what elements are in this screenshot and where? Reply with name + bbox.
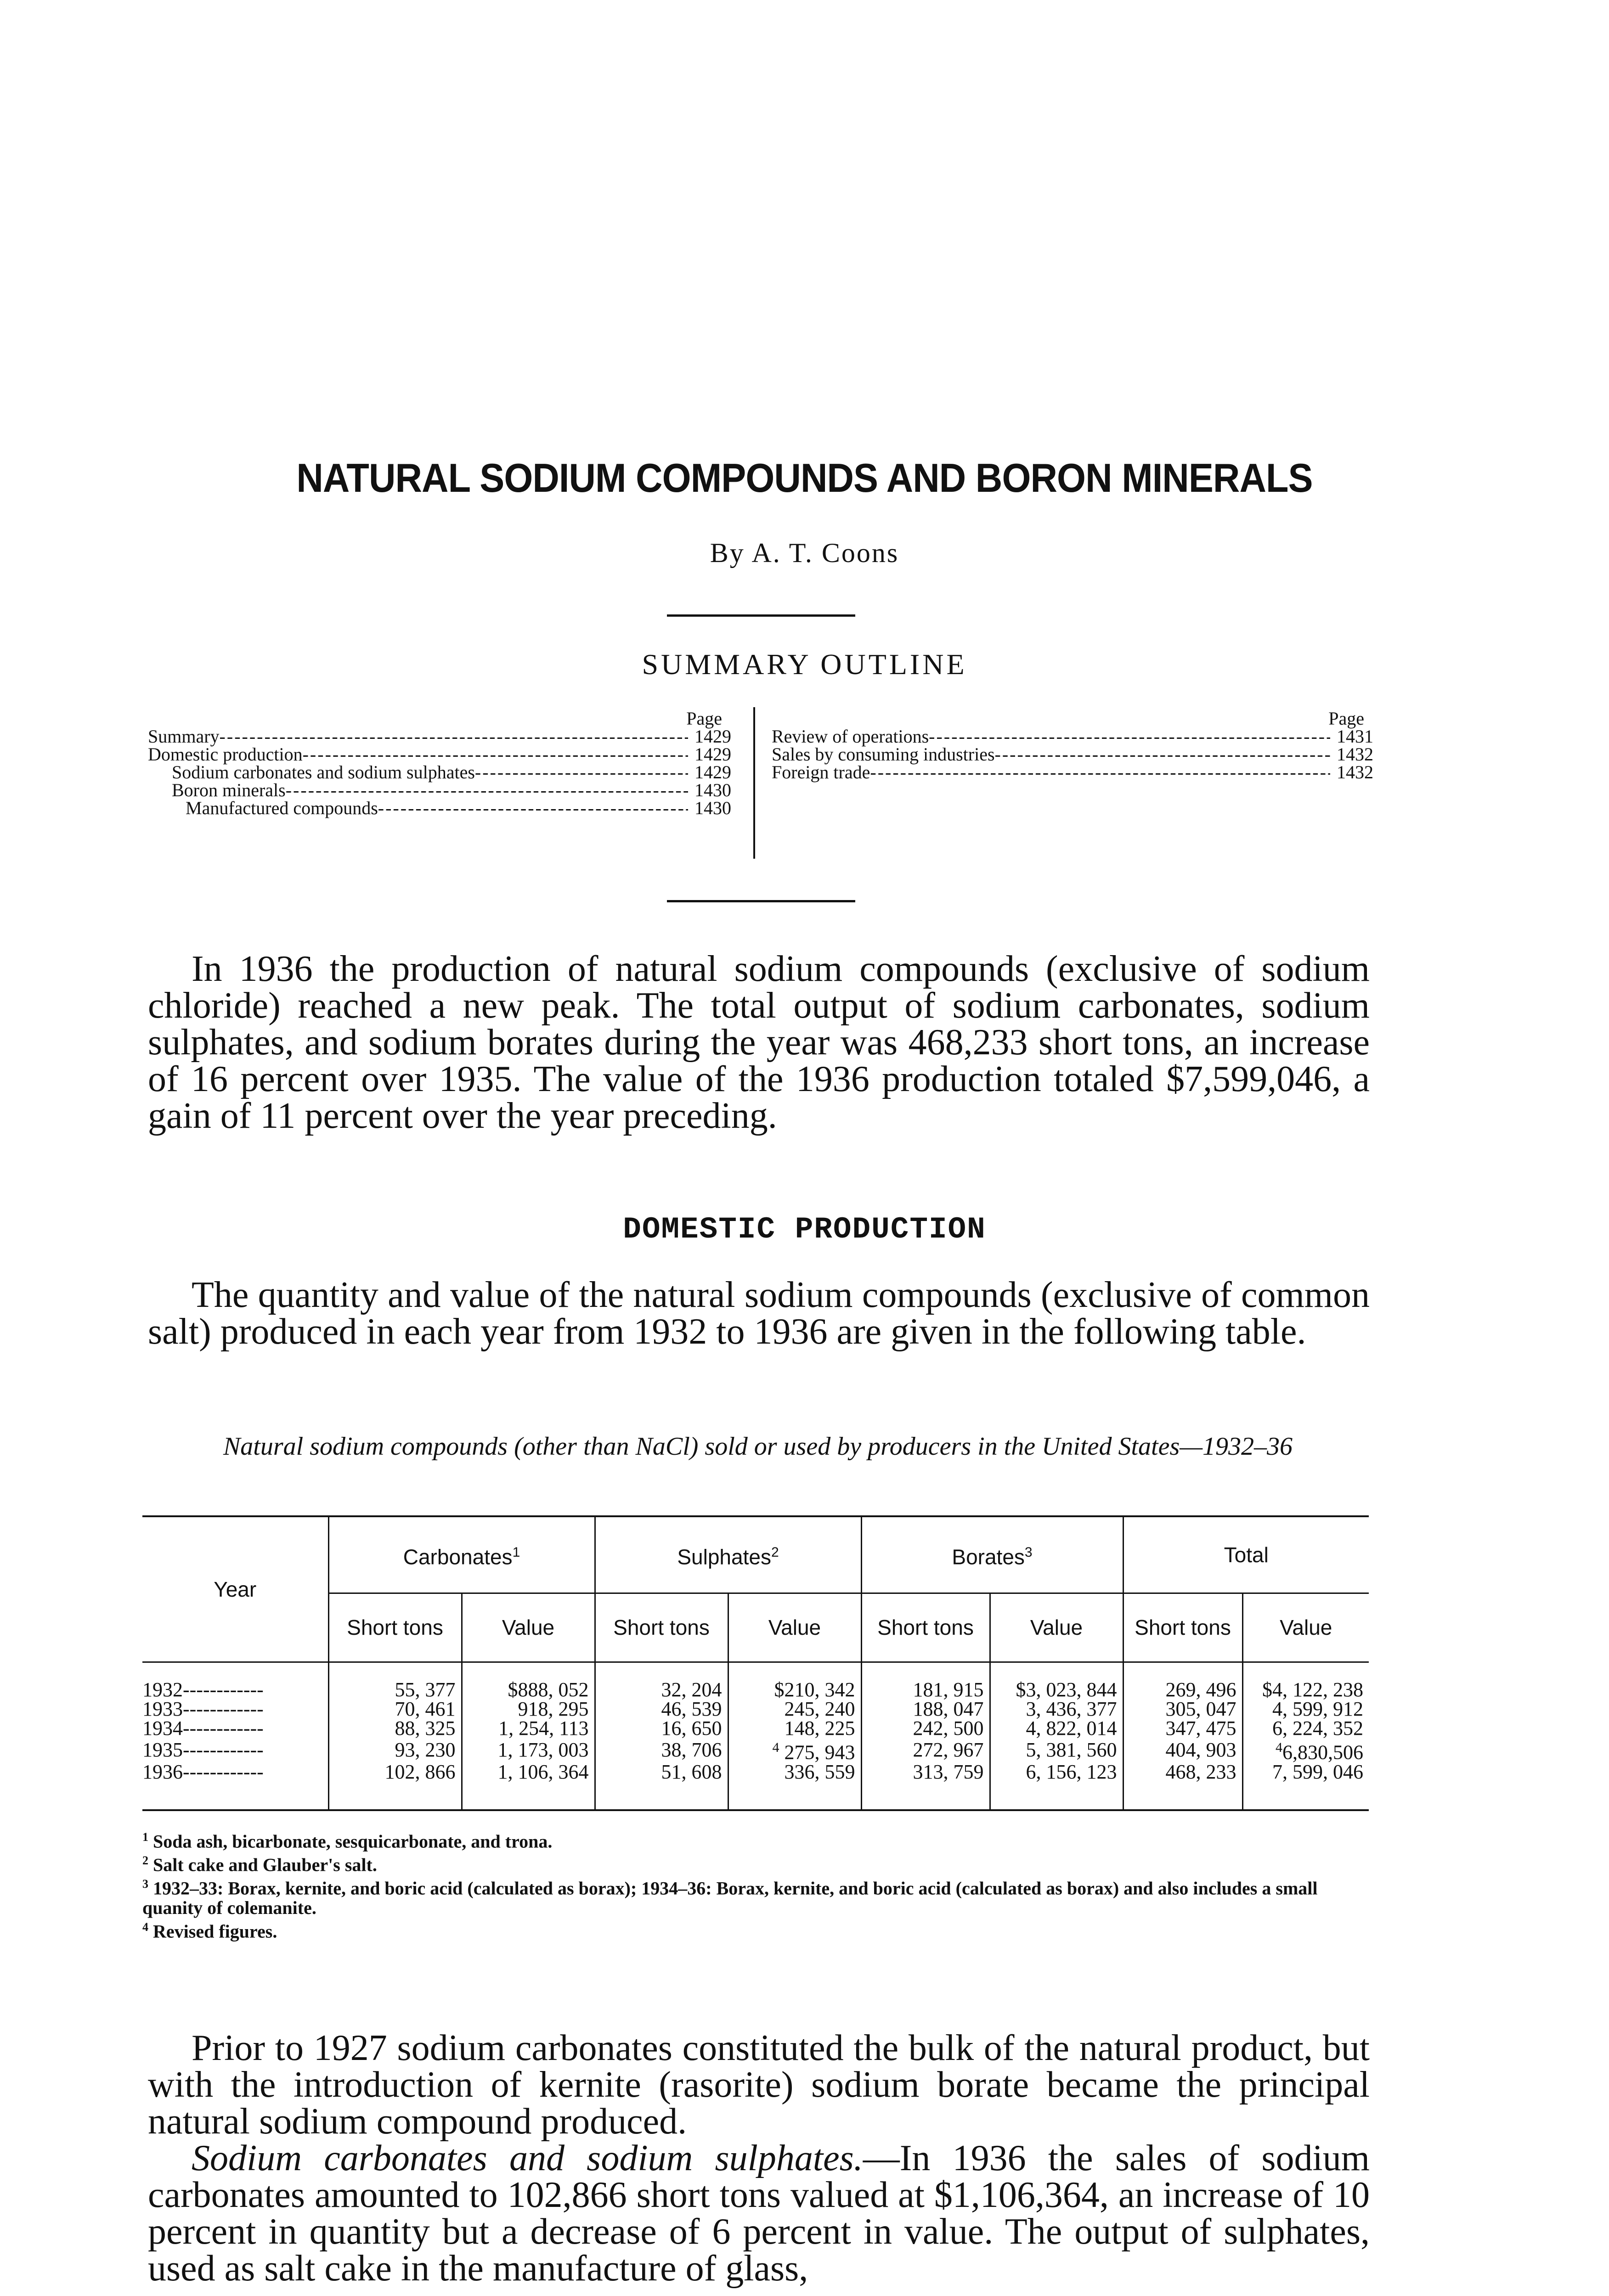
article-title: NATURAL SODIUM COMPOUNDS AND BORON MINERALS — [296, 455, 1313, 501]
author-byline: By A. T. Coons — [710, 538, 899, 568]
cell: 6, 224, 352 — [1242, 1719, 1369, 1738]
outline-page-label: Page — [1328, 708, 1364, 729]
cell: 313, 759 — [861, 1762, 990, 1782]
group-header-borates: Borates$^3$ — [861, 1517, 1123, 1593]
table-bottom-rule — [142, 1809, 1369, 1811]
closing-paragraphs — [148, 2030, 1370, 2287]
cell: $210, 342 — [728, 1680, 861, 1699]
cell: 245, 240 — [728, 1699, 861, 1719]
cell: 55, 377 — [328, 1680, 462, 1699]
row-year: 1932------------ — [142, 1678, 264, 1701]
cell: 32, 204 — [595, 1680, 728, 1699]
intro-paragraph: In 1936 the production of natural sodium compounds (exclusive of sodium chloride) reached a new peak. The total output of sodium carbonates, sodium sulphates, and sodium borates during the year was 468,233 short tons, an increase of 16 percent over 1935. The value of the 1936 production totaled $7,599,046, a gain of 11 percent over the year preceding. — [148, 949, 1370, 1136]
cell: 51, 608 — [595, 1762, 728, 1782]
domestic-paragraph: The quantity and value of the natural sodium compounds (exclusive of common salt) produced in each year from 1932 to 1936 are given in the following table. — [148, 1275, 1370, 1352]
cell: 1, 254, 113 — [462, 1719, 595, 1738]
footnote: $^3$ 1932–33: Borax, kernite, and boric acid (calculated as borax); 1934–36: Borax, kernite, and boric acid (calculated as borax) and also includes a small quanity of colemanite. — [142, 1877, 1318, 1918]
cell: $^4$6,830,506 — [1242, 1738, 1369, 1762]
table-container — [142, 1515, 1369, 1941]
year-header: Year — [214, 1577, 257, 1601]
cell: 16, 650 — [595, 1719, 728, 1738]
cell: 46, 539 — [595, 1699, 728, 1719]
subheader-short-tons: Short tons — [595, 1593, 728, 1662]
cell: 347, 475 — [1123, 1719, 1242, 1738]
cell: $3, 023, 844 — [990, 1680, 1123, 1699]
subheader-short-tons: Short tons — [1123, 1593, 1242, 1662]
outline-item: Boron minerals ----- 1430 — [148, 781, 731, 799]
cell: 38, 706 — [595, 1738, 728, 1762]
divider-top — [667, 614, 855, 617]
cell: 1, 106, 364 — [462, 1762, 595, 1782]
cell: 6, 156, 123 — [990, 1762, 1123, 1782]
group-header-carbonates: Carbonates$^1$ — [328, 1517, 595, 1593]
outline-page-label: Page — [686, 708, 722, 729]
outline-heading: SUMMARY OUTLINE — [642, 648, 967, 681]
cell: 468, 233 — [1123, 1762, 1242, 1782]
table-footnotes — [142, 1828, 1364, 1941]
domestic-paragraph-block — [148, 1277, 1370, 1350]
prior-paragraph: Prior to 1927 sodium carbonates constituted the bulk of the natural product, but with the introduction of kernite (rasorite) sodium borate became the principal natural sodium compound produced. — [148, 2028, 1370, 2142]
divider-bottom — [667, 900, 855, 902]
cell: 93, 230 — [328, 1738, 462, 1762]
table-row — [142, 1699, 1369, 1719]
cell: 269, 496 — [1123, 1680, 1242, 1699]
row-year: 1934------------ — [142, 1717, 264, 1739]
cell: 336, 559 — [728, 1762, 861, 1782]
cell: 88, 325 — [328, 1719, 462, 1738]
row-year: 1936------------ — [142, 1760, 264, 1783]
cell: 181, 915 — [861, 1680, 990, 1699]
cell: $4, 122, 238 — [1242, 1680, 1369, 1699]
footnote: $^2$ Salt cake and Glauber's salt. — [142, 1853, 377, 1875]
subheader-short-tons: Short tons — [328, 1593, 462, 1662]
intro-paragraph-block — [148, 951, 1370, 1134]
cell: 5, 381, 560 — [990, 1738, 1123, 1762]
footnote: $^1$ Soda ash, bicarbonate, sesquicarbonate, and trona. — [142, 1830, 553, 1851]
cell: 4, 599, 912 — [1242, 1699, 1369, 1719]
subheader-value: Value — [990, 1593, 1123, 1662]
outline-right-column — [772, 709, 1373, 781]
section-heading: DOMESTIC PRODUCTION — [623, 1212, 986, 1247]
carbonates-subheading: Sodium carbonates and sodium sulphates. — [192, 2138, 863, 2178]
cell: $888, 052 — [462, 1680, 595, 1699]
group-header-sulphates: Sulphates$^2$ — [595, 1517, 861, 1593]
cell: 1, 173, 003 — [462, 1738, 595, 1762]
table-row — [142, 1719, 1369, 1738]
table-caption: Natural sodium compounds (other than NaCl) sold or used by producers in the United States—1932–36 — [223, 1432, 1293, 1461]
cell: 148, 225 — [728, 1719, 861, 1738]
subheader-short-tons: Short tons — [861, 1593, 990, 1662]
cell: 404, 903 — [1123, 1738, 1242, 1762]
cell: $^4$ 275, 943 — [728, 1738, 861, 1762]
outline-item: Review of operations ----- 1431 — [772, 727, 1373, 745]
subheader-value: Value — [462, 1593, 595, 1662]
footnote: $^4$ Revised figures. — [142, 1920, 277, 1941]
cell: 188, 047 — [861, 1699, 990, 1719]
row-year: 1935------------ — [142, 1739, 264, 1761]
cell: 3, 436, 377 — [990, 1699, 1123, 1719]
carbonates-paragraph: Sodium carbonates and sodium sulphates.—In 1936 the sales of sodium carbonates amounted to 102,866 short tons valued at $1,106,364, an increase of 10 percent in quantity but a decrease of 6 percent in value. The output of sulphates, used as salt cake in the manufacture of glass, — [148, 2138, 1370, 2289]
group-header-total: Total — [1123, 1517, 1369, 1593]
cell: 7, 599, 046 — [1242, 1762, 1369, 1782]
cell: 70, 461 — [328, 1699, 462, 1719]
outline-item: Sales by consuming industries ----- 1432 — [772, 745, 1373, 763]
outline-left-column — [148, 709, 731, 817]
outline-column-divider — [753, 707, 755, 859]
outline-item: Sodium carbonates and sodium sulphates ----- 1429 — [148, 763, 731, 781]
table-row — [142, 1738, 1369, 1762]
outline-item: Foreign trade ----- 1432 — [772, 763, 1373, 781]
production-table — [142, 1517, 1369, 1809]
cell: 305, 047 — [1123, 1699, 1242, 1719]
outline-item: Domestic production ----- 1429 — [148, 745, 731, 763]
table-row — [142, 1762, 1369, 1782]
outline-item: Summary ----- 1429 — [148, 727, 731, 745]
outline-item: Manufactured compounds ----- 1430 — [148, 799, 731, 817]
table-row — [142, 1680, 1369, 1699]
cell: 918, 295 — [462, 1699, 595, 1719]
cell: 102, 866 — [328, 1762, 462, 1782]
subheader-value: Value — [728, 1593, 861, 1662]
cell: 4, 822, 014 — [990, 1719, 1123, 1738]
row-year: 1933------------ — [142, 1698, 264, 1720]
cell: 242, 500 — [861, 1719, 990, 1738]
cell: 272, 967 — [861, 1738, 990, 1762]
subheader-value: Value — [1242, 1593, 1369, 1662]
